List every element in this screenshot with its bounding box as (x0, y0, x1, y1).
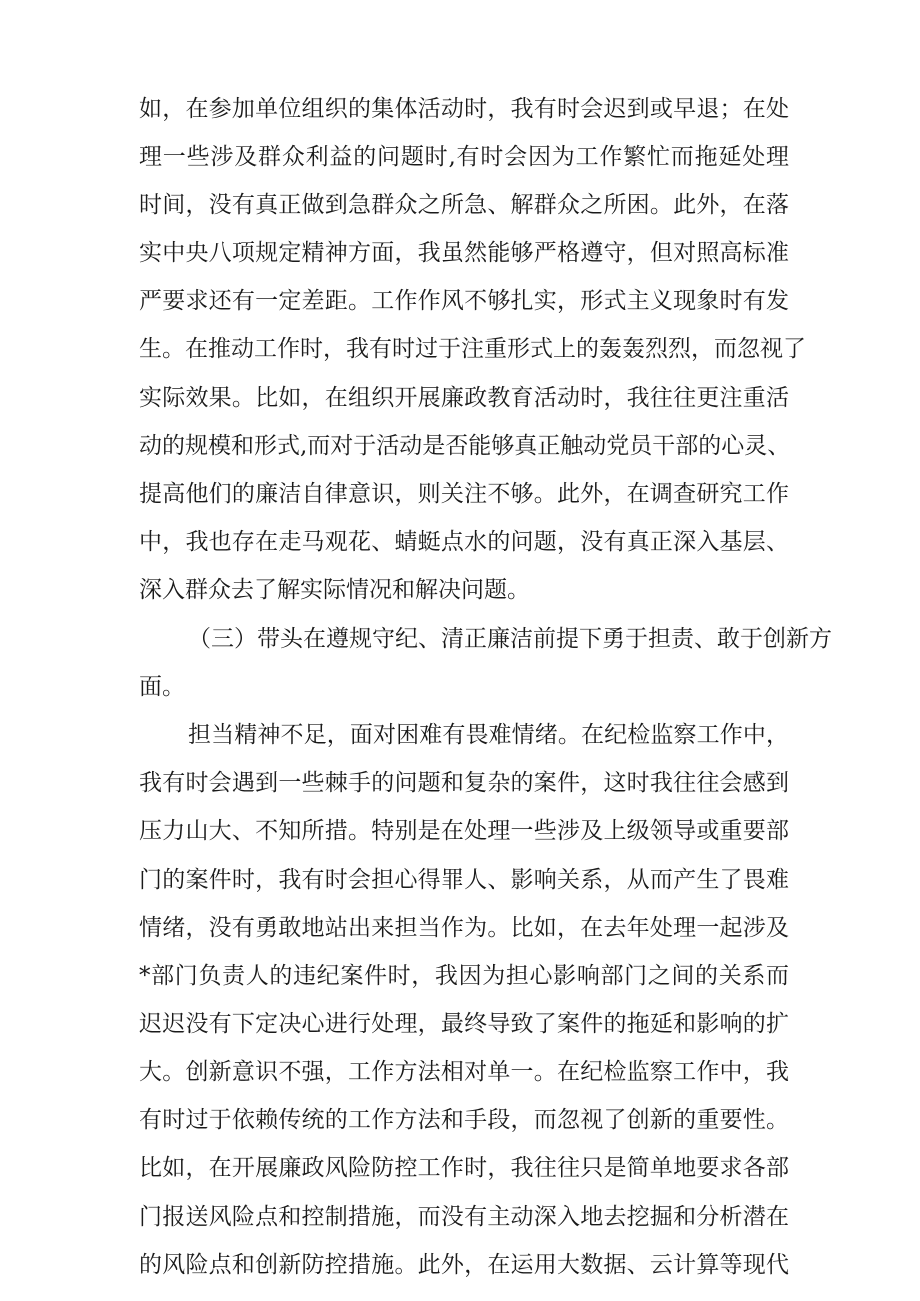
section-heading-line: 面。 (139, 674, 185, 700)
paragraph-line: 中，我也存在走马观花、蜻蜓点水的问题，没有真正深入基层、 (139, 529, 789, 555)
paragraph-line: 实际效果。比如，在组织开展廉政教育活动时，我往往更注重活 (139, 385, 789, 411)
paragraph-line: 情绪，没有勇敢地站出来担当作为。比如，在去年处理一起涉及 (139, 915, 789, 941)
paragraph-line: 有时过于依赖传统的工作方法和手段，而忽视了创新的重要性。 (139, 1107, 789, 1133)
paragraph-line: 实中央八项规定精神方面，我虽然能够严格遵守，但对照高标准 (139, 240, 789, 266)
paragraph-line: 理一些涉及群众利益的问题时,有时会因为工作繁忙而拖延处理 (139, 144, 789, 170)
paragraph-line: 门报送风险点和控制措施，而没有主动深入地去挖掘和分析潜在 (139, 1204, 789, 1230)
paragraph-line: 大。创新意识不强，工作方法相对单一。在纪检监察工作中，我 (139, 1059, 789, 1085)
paragraph-line: 严要求还有一定差距。工作作风不够扎实，形式主义现象时有发 (139, 288, 789, 314)
paragraph-line: 动的规模和形式,而对于活动是否能够真正触动党员干部的心灵、 (139, 433, 791, 459)
paragraph-line: 我有时会遇到一些棘手的问题和复杂的案件，这时我往往会感到 (139, 770, 789, 796)
paragraph-line: 如，在参加单位组织的集体活动时，我有时会迟到或早退；在处 (139, 96, 789, 122)
paragraph-line: 生。在推动工作时，我有时过于注重形式上的轰轰烈烈，而忽视了 (139, 336, 806, 362)
paragraph-line: 门的案件时，我有时会担心得罪人、影响关系，从而产生了畏难 (139, 867, 789, 893)
paragraph-line: 担当精神不足，面对困难有畏难情绪。在纪检监察工作中， (188, 722, 789, 748)
paragraph-line: 比如，在开展廉政风险防控工作时，我往往只是简单地要求各部 (139, 1155, 789, 1181)
paragraph-line: 压力山大、不知所措。特别是在处理一些涉及上级领导或重要部 (139, 818, 789, 844)
paragraph-line: 迟迟没有下定决心进行处理，最终导致了案件的拖延和影响的扩 (139, 1011, 789, 1037)
paragraph-line: 深入群众去了解实际情况和解决问题。 (139, 577, 530, 603)
paragraph-line: 的风险点和创新防控措施。此外，在运用大数据、云计算等现代 (139, 1252, 789, 1278)
section-heading-line: （三）带头在遵规守纪、清正廉洁前提下勇于担责、敢于创新方 (188, 626, 832, 652)
paragraph-line: 时间，没有真正做到急群众之所急、解群众之所困。此外，在落 (139, 192, 789, 218)
paragraph-line: *部门负责人的违纪案件时，我因为担心影响部门之间的关系而 (139, 963, 789, 989)
paragraph-line: 提高他们的廉洁自律意识，则关注不够。此外，在调查研究工作 (139, 481, 789, 507)
